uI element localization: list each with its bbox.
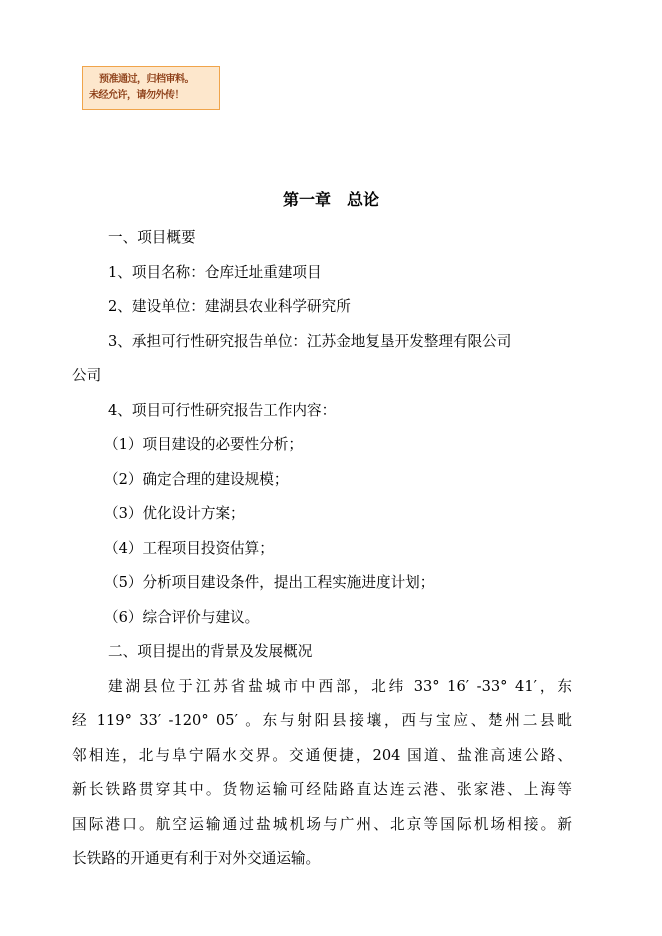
content-item-4: （4）工程项目投资估算；: [104, 540, 274, 557]
section-heading-background: 二、项目提出的背景及发展概况: [108, 643, 313, 660]
chapter-title: 第一章 总论: [282, 190, 379, 209]
content-item-6: （6）综合评价与建议。: [104, 609, 260, 626]
content-item-1: （1）项目建设的必要性分析；: [104, 436, 304, 453]
paragraph-line-1: 建湖县位于江苏省盐城市中西部，北纬 33° 16′ -33° 41′，东: [108, 678, 572, 695]
report-content-line: 4、项目可行性研究报告工作内容：: [108, 402, 337, 419]
report-unit-line-continued: 公司: [72, 367, 102, 384]
stamp-line-1: 预准通过，归档审料。: [99, 74, 194, 85]
construction-unit-line: 2、建设单位：建湖县农业科学研究所: [108, 298, 351, 315]
paragraph-line-5: 国际港口。航空运输通过盐城机场与广州、北京等国际机场相接。新: [72, 816, 572, 833]
project-name-line: 1、项目名称：仓库迁址重建项目: [108, 264, 322, 281]
stamp-line-2: 未经允许，请勿外传！: [89, 90, 184, 101]
paragraph-line-6: 长铁路的开通更有利于对外交通运输。: [72, 850, 321, 867]
paragraph-line-2: 经 119° 33′ -120° 05′ 。东与射阳县接壤，西与宝应、楚州二县毗: [72, 712, 572, 729]
paragraph-line-4: 新长铁路贯穿其中。货物运输可经陆路直达连云港、张家港、上海等: [72, 781, 572, 798]
paragraph-line-3: 邻相连，北与阜宁隔水交界。交通便捷，204 国道、盐淮高速公路、: [72, 747, 572, 764]
content-item-2: （2）确定合理的建设规模；: [104, 471, 289, 488]
report-unit-line: 3、承担可行性研究报告单位：江苏金地复垦开发整理有限公司: [108, 333, 512, 350]
content-item-5: （5）分析项目建设条件，提出工程实施进度计划；: [104, 574, 435, 591]
section-heading-overview: 一、项目概要: [108, 229, 196, 246]
content-item-3: （3）优化设计方案；: [104, 505, 245, 522]
approval-stamp: [82, 66, 220, 110]
